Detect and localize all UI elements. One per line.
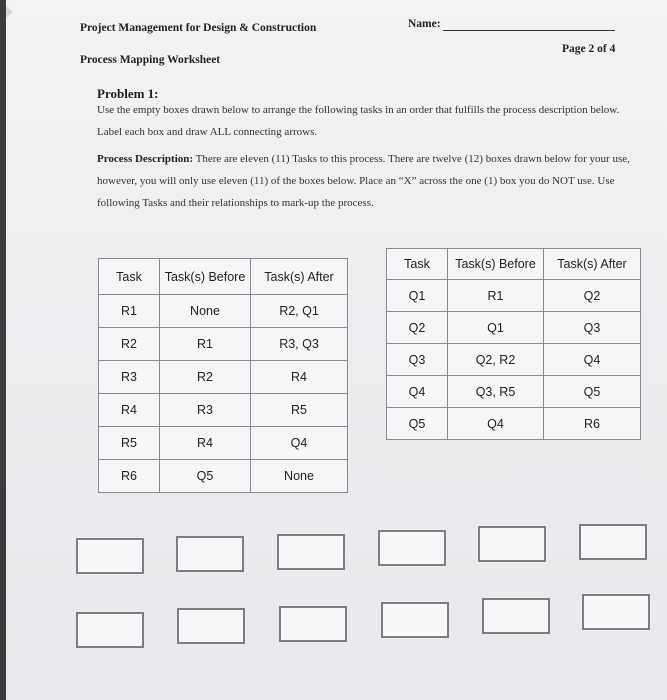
column-header: Task(s) Before (448, 249, 544, 280)
after-cell: R6 (544, 408, 641, 440)
before-cell: R2 (160, 361, 251, 394)
after-cell: R3, Q3 (251, 328, 348, 361)
table-row (387, 344, 641, 376)
before-cell: R1 (160, 328, 251, 361)
task-cell: R6 (99, 460, 160, 493)
name-field-line (443, 30, 615, 31)
after-cell: Q4 (544, 344, 641, 376)
task-cell: Q1 (387, 280, 448, 312)
after-cell: R5 (251, 394, 348, 427)
r-task-table (98, 258, 348, 493)
task-cell: R3 (99, 361, 160, 394)
before-cell: R1 (448, 280, 544, 312)
task-cell: R2 (99, 328, 160, 361)
table-row (99, 361, 348, 394)
after-cell: Q2 (544, 280, 641, 312)
table-row (99, 394, 348, 427)
page-number: Page 2 of 4 (562, 43, 616, 55)
page-edge-marker (6, 6, 13, 18)
after-cell: R4 (251, 361, 348, 394)
course-title: Project Management for Design & Construction (80, 22, 317, 34)
table-row (99, 427, 348, 460)
empty-process-box[interactable] (482, 598, 550, 634)
worksheet-title: Process Mapping Worksheet (80, 54, 221, 66)
table-row (387, 376, 641, 408)
column-header: Task (387, 249, 448, 280)
table-row (387, 280, 641, 312)
process-description-text: There are eleven (11) Tasks to this process. There are twelve (12) boxes drawn below for your use, however, you will only use eleven (11) of the boxes below. Place an “X” across the one (1) box you do NOT use. Use following Tasks and their relationships to mark-up the process. (97, 153, 630, 209)
after-cell: Q5 (544, 376, 641, 408)
empty-process-box[interactable] (76, 612, 144, 648)
table-header-row (99, 259, 348, 295)
problem-title: Problem 1: (97, 86, 159, 101)
column-header: Task(s) Before (160, 259, 251, 295)
before-cell: Q4 (448, 408, 544, 440)
task-cell: R1 (99, 295, 160, 328)
table-row (99, 460, 348, 493)
process-description (97, 148, 642, 214)
empty-process-box[interactable] (579, 524, 647, 560)
before-cell: R4 (160, 427, 251, 460)
before-cell: R3 (160, 394, 251, 427)
empty-process-box[interactable] (76, 538, 144, 574)
empty-process-box[interactable] (177, 608, 245, 644)
before-cell: Q1 (448, 312, 544, 344)
before-cell: None (160, 295, 251, 328)
table-row (99, 328, 348, 361)
table-header-row (387, 249, 641, 280)
task-cell: Q3 (387, 344, 448, 376)
empty-process-box[interactable] (582, 594, 650, 630)
after-cell: R2, Q1 (251, 295, 348, 328)
empty-process-box[interactable] (279, 606, 347, 642)
task-cell: Q4 (387, 376, 448, 408)
column-header: Task (99, 259, 160, 295)
empty-process-box[interactable] (378, 530, 446, 566)
name-label: Name: (408, 18, 441, 30)
column-header: Task(s) After (544, 249, 641, 280)
task-cell: R5 (99, 427, 160, 460)
after-cell: Q3 (544, 312, 641, 344)
after-cell: None (251, 460, 348, 493)
empty-process-box[interactable] (277, 534, 345, 570)
before-cell: Q2, R2 (448, 344, 544, 376)
table-row (387, 408, 641, 440)
q-task-table (386, 248, 641, 440)
task-cell: Q5 (387, 408, 448, 440)
problem-instructions: Use the empty boxes drawn below to arrange the following tasks in an order that fulfills the process description below. Label each box and draw ALL connecting arrows. (97, 104, 620, 138)
column-header: Task(s) After (251, 259, 348, 295)
worksheet-page (6, 0, 667, 700)
task-cell: R4 (99, 394, 160, 427)
empty-process-box[interactable] (176, 536, 244, 572)
empty-process-box[interactable] (381, 602, 449, 638)
before-cell: Q3, R5 (448, 376, 544, 408)
process-description-label: Process Description: (97, 153, 194, 165)
table-row (387, 312, 641, 344)
empty-process-box[interactable] (478, 526, 546, 562)
after-cell: Q4 (251, 427, 348, 460)
task-cell: Q2 (387, 312, 448, 344)
table-row (99, 295, 348, 328)
before-cell: Q5 (160, 460, 251, 493)
